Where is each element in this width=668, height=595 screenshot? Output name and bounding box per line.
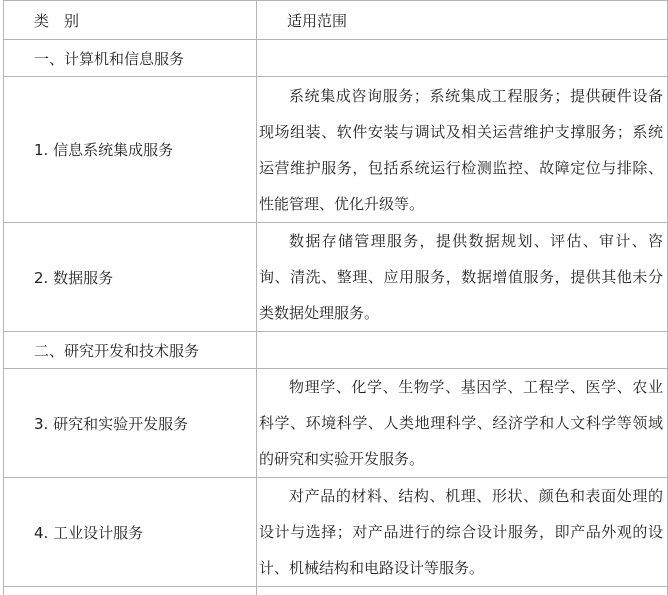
header-scope: 适用范围: [257, 1, 668, 40]
row-category: 3. 研究和实验开发服务: [4, 369, 257, 478]
row-category: 4. 工业设计服务: [4, 478, 257, 587]
table-row: [4, 77, 668, 223]
table-row: [4, 478, 668, 587]
row-scope: 物理学、化学、生物学、基因学、工程学、医学、农业科学、环境科学、人类地理科学、经济学和人文科学等领域的研究和实验开发服务。: [257, 369, 668, 478]
row-category: 一、计算机和信息服务: [4, 40, 257, 77]
row-category-continued: [4, 587, 257, 595]
row-scope: [257, 332, 668, 369]
row-scope: 对产品的材料、结构、机理、形状、颜色和表面处理的设计与选择；对产品进行的综合设计服务，即产品外观的设计、机械结构和电路设计等服务。: [257, 478, 668, 587]
row-scope: 系统集成咨询服务；系统集成工程服务；提供硬件设备现场组装、软件安装与调试及相关运营维护支撑服务；系统运营维护服务，包括系统运行检测监控、故障定位与排除、性能管理、优化升级等。: [257, 77, 668, 223]
table-row-continuation: [4, 587, 668, 595]
row-category: 2. 数据服务: [4, 223, 257, 332]
row-category: 二、研究开发和技术服务: [4, 332, 257, 369]
row-scope-continued: [257, 587, 668, 595]
header-category: 类 别: [4, 1, 257, 40]
table-header-row: [4, 1, 668, 40]
row-category: 1. 信息系统集成服务: [4, 77, 257, 223]
table-row: [4, 223, 668, 332]
table-row: [4, 332, 668, 369]
table-row: [4, 40, 668, 77]
row-scope: 数据存储管理服务，提供数据规划、评估、审计、咨询、清洗、整理、应用服务，数据增值服务，提供其他未分类数据处理服务。: [257, 223, 668, 332]
row-scope: [257, 40, 668, 77]
service-scope-table: [3, 0, 668, 595]
table-row: [4, 369, 668, 478]
